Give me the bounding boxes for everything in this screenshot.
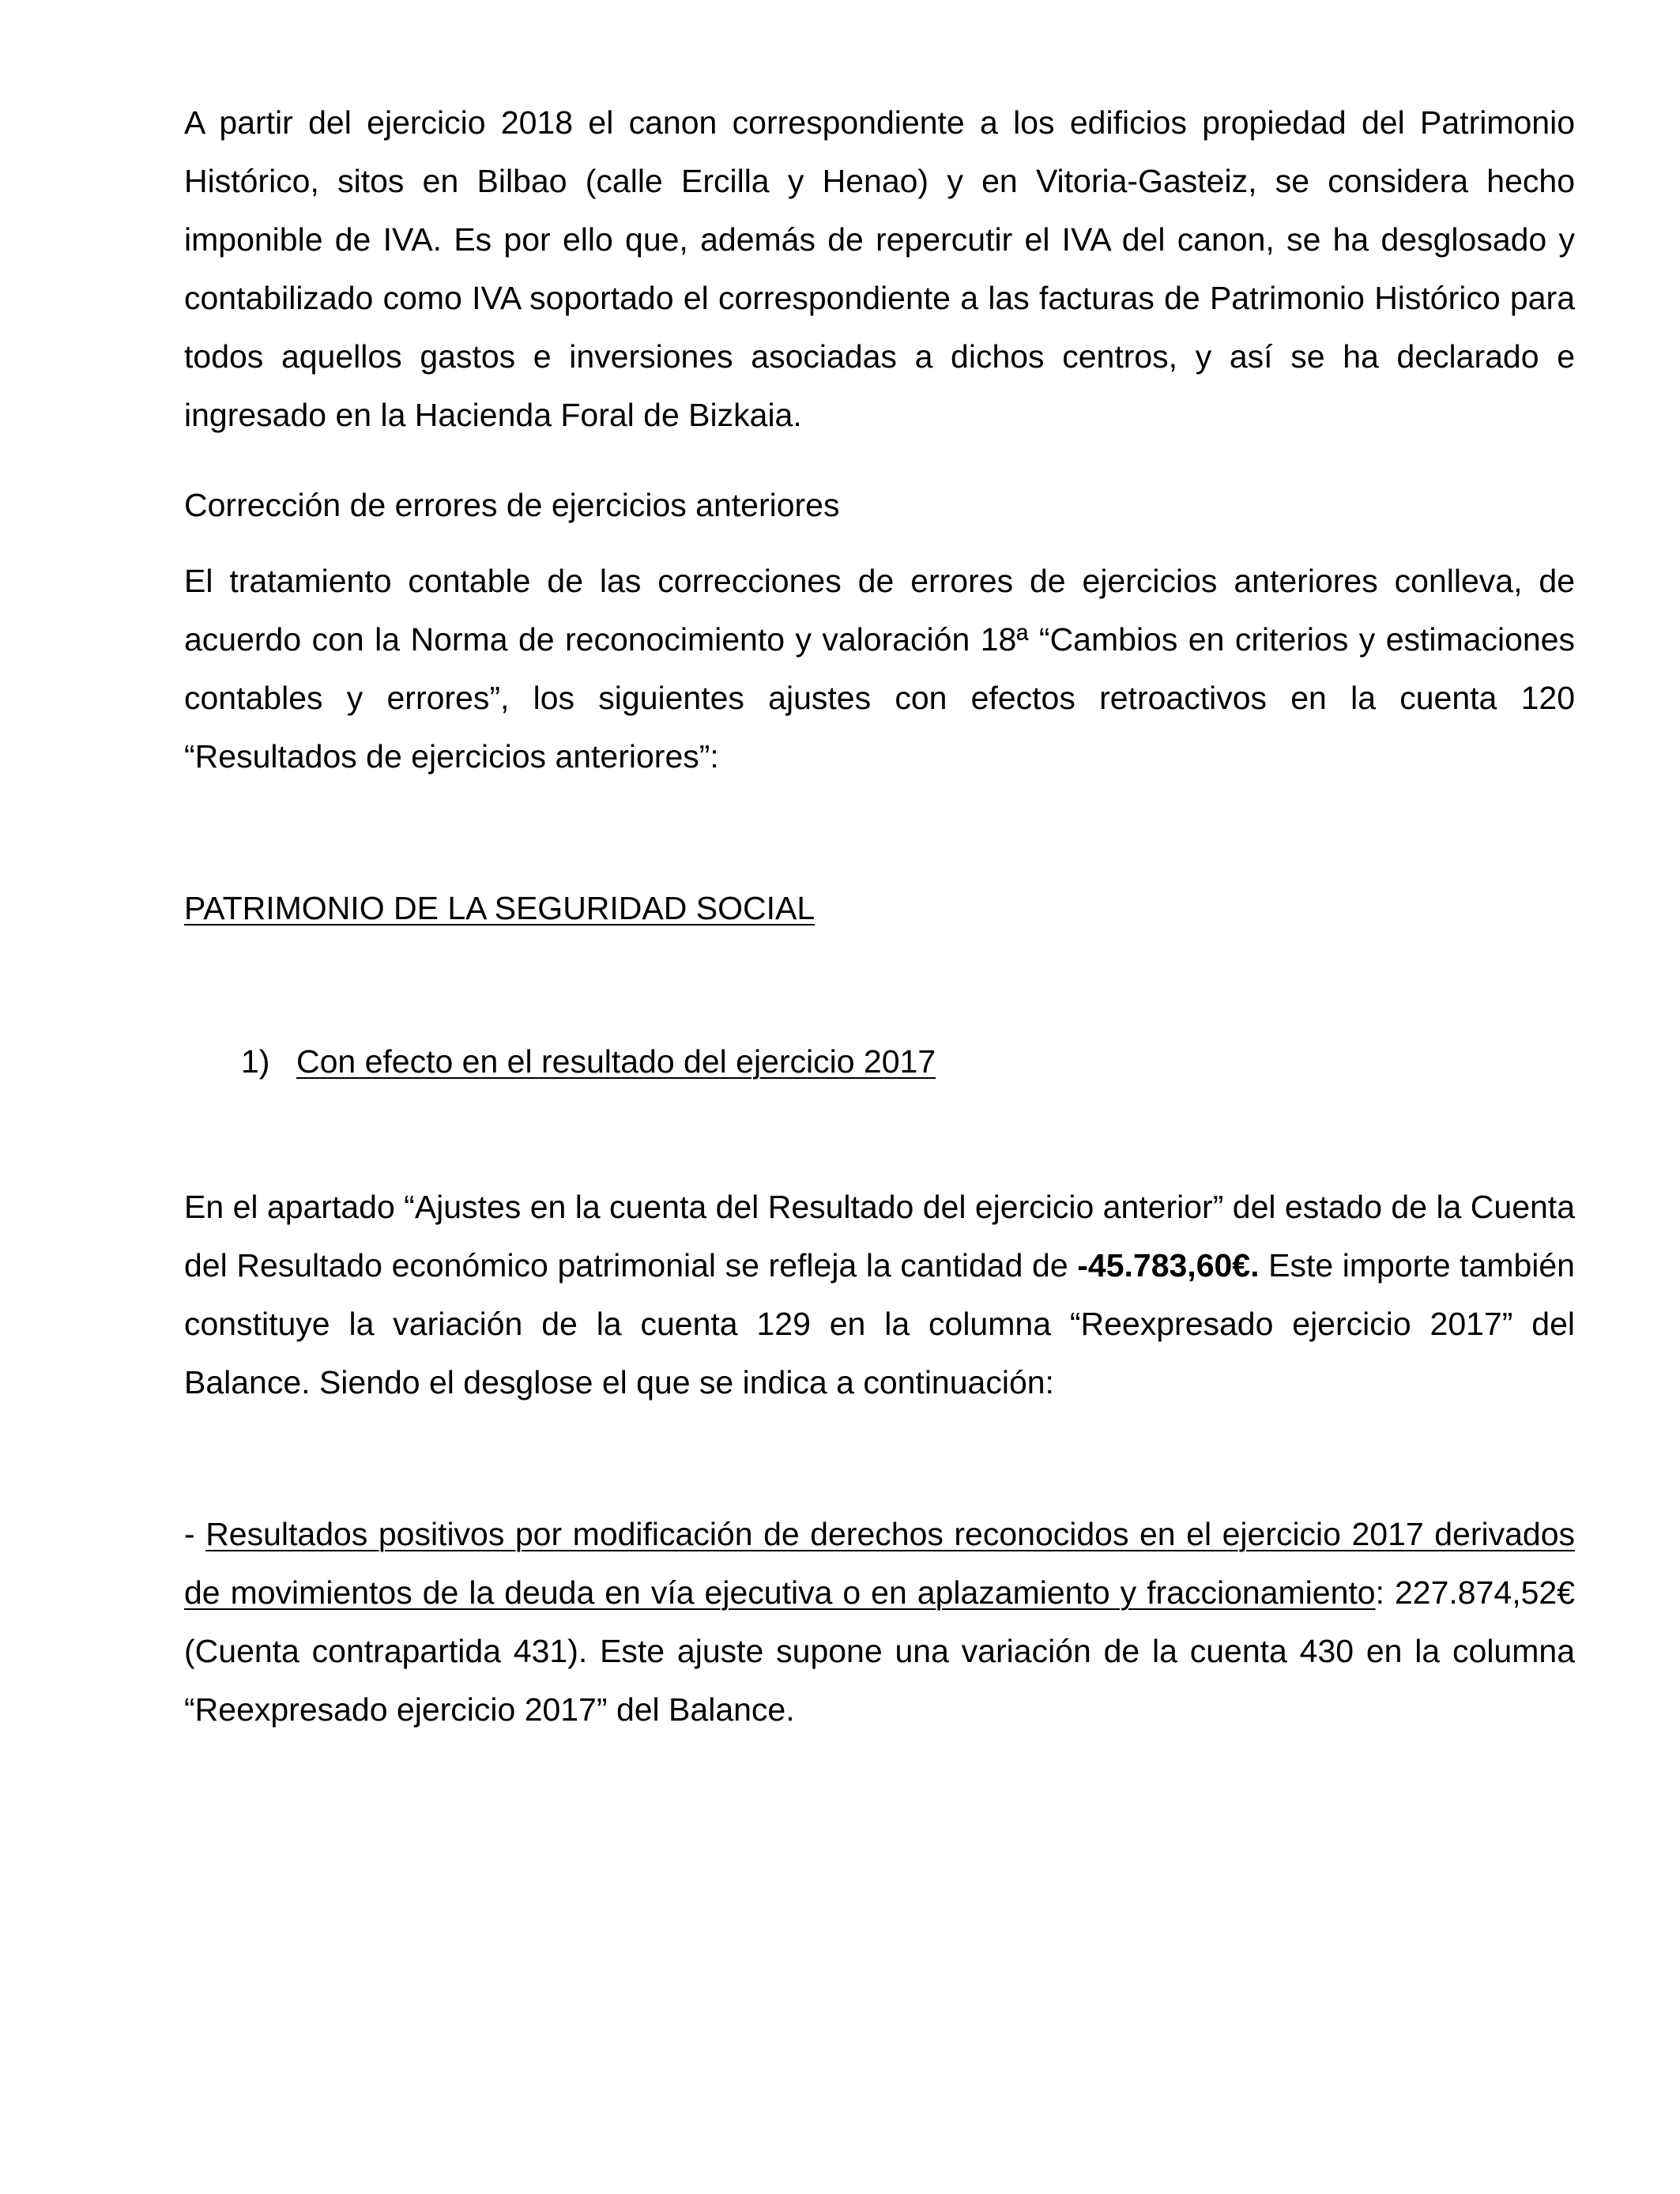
paragraph-resultados-positivos: [184, 1505, 1575, 1739]
paragraph-tratamiento-contable: El tratamiento contable de las correcciones de errores de ejercicios anteriores conlleva, de acuerdo con la Norma de reconocimiento y valoración 18ª “Cambios en criterios y estimaciones contables y errores”, los siguientes ajustes con efectos retroactivos en la cuenta 120 “Resultados de ejercicios anteriores”:: [184, 563, 1575, 775]
section-heading-patrimonio: [184, 879, 1575, 937]
heading-correccion-errores: Corrección de errores de ejercicios anteriores: [184, 487, 840, 523]
section-heading-text: PATRIMONIO DE LA SEGURIDAD SOCIAL: [184, 890, 816, 926]
bullet-dash: -: [184, 1516, 206, 1552]
amount-highlight: -45.783,60€.: [1077, 1247, 1260, 1284]
item-number: 1): [241, 1043, 270, 1080]
paragraph-ajustes-resultado: [184, 1178, 1575, 1412]
numbered-item: [184, 1032, 1575, 1091]
underlined-concept: Resultados positivos por modificación de derechos reconocidos en el ejercicio 2017 derivados de movimientos de la deuda en vía ejecutiva o en aplazamiento y fraccionamiento: [184, 1516, 1575, 1611]
paragraph-iva-canon: A partir del ejercicio 2018 el canon correspondiente a los edificios propiedad del Patrimonio Histórico, sitos en Bilbao (calle Ercilla y Henao) y en Vitoria-Gasteiz, se considera hecho imponible de IVA. Es por ello que, además de repercutir el IVA del canon, se ha desglosado y contabilizado como IVA soportado el correspondiente a las facturas de Patrimonio Histórico para todos aquellos gastos e inversiones asociadas a dichos centros, y así se ha declarado e ingresado en la Hacienda Foral de Bizkaia.: [184, 104, 1575, 433]
item-text: Con efecto en el resultado del ejercicio 2017: [296, 1043, 936, 1080]
paragraph-text-before: En el apartado “Ajustes en la cuenta del Resultado del ejercicio anterior” del estado de la Cuenta del Resultado económico patrimonial se refleja la cantidad de: [184, 1189, 1575, 1284]
paragraph-text-after: Este importe también constituye la variación de la cuenta 129 en la columna “Reexpresado ejercicio 2017” del Balance. Siendo el desglose el que se indica a continuación:: [184, 1247, 1575, 1400]
document-page: [184, 93, 1575, 1739]
paragraph-text-after: : 227.874,52€ (Cuenta contrapartida 431). Este ajuste supone una variación de la cuenta 430 en la columna “Reexpresado ejercicio 2017” del Balance.: [184, 1574, 1575, 1728]
